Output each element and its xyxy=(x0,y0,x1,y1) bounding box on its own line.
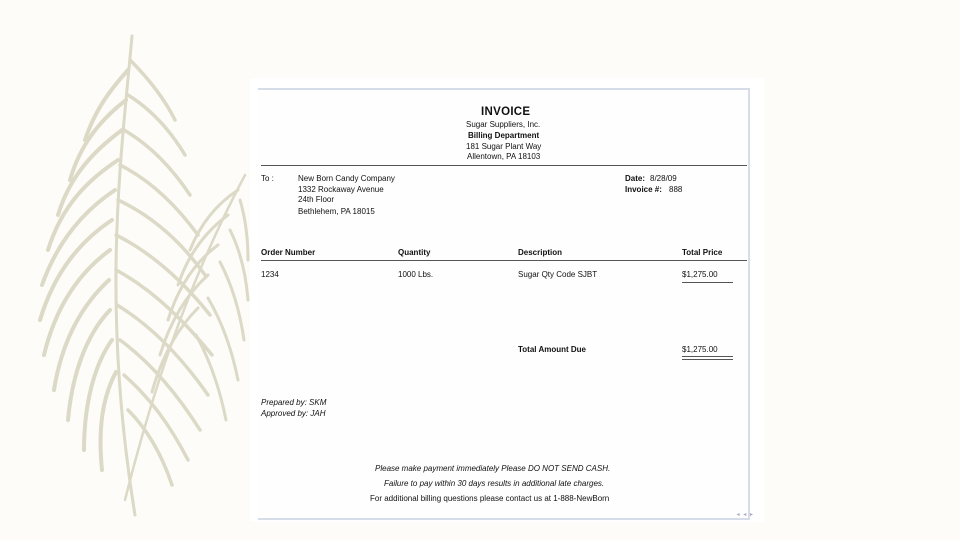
company-name: Sugar Suppliers, Inc. xyxy=(466,120,541,129)
total-double-underline-2 xyxy=(682,359,733,360)
to-label: To : xyxy=(261,174,274,183)
invoice-title: INVOICE xyxy=(481,106,531,118)
total-amount-value: $1,275.00 xyxy=(682,345,718,354)
row-description: Sugar Qty Code SJBT xyxy=(518,270,598,279)
feather-icon xyxy=(0,0,260,540)
invoice-document xyxy=(258,88,750,520)
total-double-underline-1 xyxy=(682,356,733,357)
table-header-divider xyxy=(261,260,747,261)
recipient-address-line2: 24th Floor xyxy=(298,195,335,204)
row-order-number: 1234 xyxy=(261,270,279,279)
company-address-line2: Allentown, PA 18103 xyxy=(467,152,541,161)
approved-by: Approved by: JAH xyxy=(261,409,326,418)
date-label: Date: xyxy=(625,174,646,183)
invoice-number-label: Invoice #: xyxy=(625,185,662,194)
invoice-number-value: 888 xyxy=(669,185,683,194)
column-header-description: Description xyxy=(518,248,563,257)
recipient-address-line1: 1332 Rockaway Avenue xyxy=(298,185,384,194)
subtotal-underline xyxy=(682,282,733,283)
footer-note-payment: Please make payment immediately Please DO NOT SEND CASH. xyxy=(375,464,611,473)
header-divider xyxy=(261,165,747,166)
department-name: Billing Department xyxy=(468,131,540,140)
recipient-address-line3: Bethlehem, PA 18015 xyxy=(298,207,375,216)
column-header-order-number: Order Number xyxy=(261,248,316,257)
footer-note-contact: For additional billing questions please contact us at 1-888-NewBorn xyxy=(370,494,610,503)
total-amount-label: Total Amount Due xyxy=(518,345,586,354)
company-address-line1: 181 Sugar Plant Way xyxy=(466,142,542,151)
invoice-card xyxy=(250,78,764,522)
page-nav-icon: ◂ ◂ ▸ xyxy=(736,512,754,518)
row-total-price: $1,275.00 xyxy=(682,270,718,279)
row-quantity: 1000 Lbs. xyxy=(398,270,434,279)
column-header-quantity: Quantity xyxy=(398,248,431,257)
footer-note-late-charges: Failure to pay within 30 days results in additional late charges. xyxy=(384,479,605,488)
date-value: 8/28/09 xyxy=(650,174,677,183)
prepared-by: Prepared by: SKM xyxy=(261,398,327,407)
recipient-name: New Born Candy Company xyxy=(298,174,395,183)
column-header-total-price: Total Price xyxy=(682,248,723,257)
